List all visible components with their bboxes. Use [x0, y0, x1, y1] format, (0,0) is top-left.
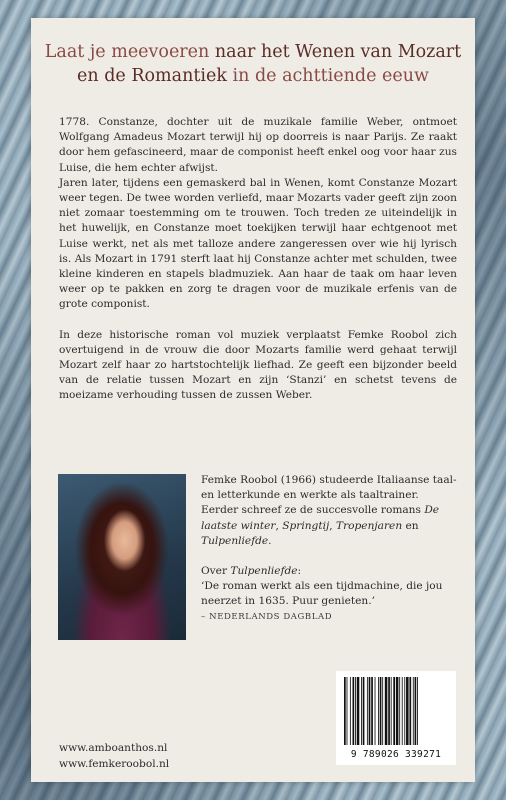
quote-intro	[201, 564, 457, 579]
barcode-bar	[378, 677, 379, 745]
barcode-bar	[369, 677, 371, 745]
book-title: Springtij	[282, 519, 330, 532]
bio-end: .	[268, 534, 272, 547]
quote-book-title: Tulpenliefde	[230, 565, 298, 578]
quote-intro-text: Over	[201, 565, 231, 578]
barcode-bar	[399, 677, 400, 745]
blurb-paragraph-2: Jaren later, tijdens een gemaskerd bal in Wenen, komt Constanze Mozart weer tegen. De twee worden verliefd, maar Mozarts vader geeft zijn zoon niet zomaar toestemming om te trouwen. Toch treden ze uiteindelijk in het huwelijk, en Constanze moet toekijken terwijl haar echtgenoot met Luise werkt, net als met talloze andere zangeressen over wie hij lyrisch is. Als Mozart in 1791 sterft laat hij Constanze achter met schulden, twee kleine kinderen en stapels bladmuziek. Aan haar de taak om haar leven weer op te pakken en zorg te dragen voor de muzikale erfenis van de grote componist.	[59, 176, 457, 311]
barcode-bar	[413, 677, 414, 745]
author-bio-text	[201, 473, 457, 549]
barcode-bar	[404, 677, 405, 745]
barcode-bar	[402, 677, 403, 745]
barcode-number: 9 789026 339271	[350, 749, 442, 760]
bio-separator: ,	[329, 519, 337, 532]
barcode-bar	[406, 677, 409, 745]
headline-line1-b: naar het Wenen van Mozart	[214, 42, 462, 62]
headline	[31, 40, 475, 88]
bio-separator: en	[402, 519, 419, 532]
barcode-bar	[393, 677, 395, 745]
barcode	[336, 671, 456, 765]
barcode-bar	[415, 677, 417, 745]
website-links	[59, 740, 169, 772]
book-title: Tropenjaren	[336, 519, 403, 532]
author-url[interactable]: www.femkeroobol.nl	[59, 758, 170, 770]
quote-source: – NEDERLANDS DAGBLAD	[201, 611, 333, 622]
bio-separator: ,	[275, 519, 283, 532]
barcode-bar	[396, 677, 399, 745]
publisher-url[interactable]: www.amboanthos.nl	[59, 742, 168, 754]
blurb-paragraph-3: In deze historische roman vol muziek verplaatst Femke Roobol zich overtuigend in de vrouw die door Mozarts familie werd gehaat terwijl Mozart zelf haar zo hartstochtelijk liefhad. Ze geeft een bijzonder beeld van de relatie tussen Mozart en zijn ‘Stanzi’ en schetst tevens de moeizame verhouding tussen de zussen Weber.	[59, 328, 457, 402]
review-quote: ‘De roman werkt als een tijdmachine, die jou neerzet in 1635. Puur genieten.’	[201, 580, 443, 608]
barcode-bar	[385, 677, 388, 745]
barcode-bar	[391, 677, 392, 745]
headline-line2-b: in de achttiende eeuw	[232, 66, 429, 86]
author-bio	[201, 473, 457, 625]
barcode-bar	[347, 677, 348, 745]
book-title: De laatste winter	[201, 504, 440, 532]
barcode-bar	[361, 677, 362, 745]
headline-line2-a: en de Romantiek	[77, 66, 233, 86]
blurb	[59, 115, 457, 404]
bio-text: Femke Roobol (1966) studeerde Italiaanse taal- en letterkunde en werkte als taaltrainer. Eerder schreef ze de succesvolle romans	[201, 474, 457, 517]
barcode-bar	[357, 677, 360, 745]
book-title: Tulpenliefde	[201, 534, 269, 547]
barcode-bar	[380, 677, 382, 745]
barcode-bar	[344, 677, 346, 745]
barcode-bar	[417, 677, 418, 745]
barcode-bar	[388, 677, 390, 745]
barcode-bar	[353, 677, 355, 745]
barcode-bar	[355, 677, 356, 745]
barcode-bar	[409, 677, 411, 745]
text-panel	[31, 18, 475, 782]
barcode-bar	[350, 677, 351, 745]
barcode-bar	[363, 677, 365, 745]
barcode-bar	[382, 677, 383, 745]
headline-line1-a: Laat je meevoeren	[44, 42, 215, 62]
quote-intro-colon: :	[297, 565, 302, 578]
author-photo	[58, 474, 186, 640]
barcode-bar	[375, 677, 376, 745]
blurb-paragraph-1: 1778. Constanze, dochter uit de muzikale familie Weber, ontmoet Wolfgang Amadeus Mozart terwijl hij op doorreis is naar Parijs. Ze raakt door hem gefascineerd, maar de componist heeft enkel oog voor haar zus Luise, die hem echter afwijst.	[59, 116, 457, 174]
barcode-bars	[343, 677, 449, 747]
barcode-bar	[371, 677, 373, 745]
barcode-bar	[367, 677, 368, 745]
